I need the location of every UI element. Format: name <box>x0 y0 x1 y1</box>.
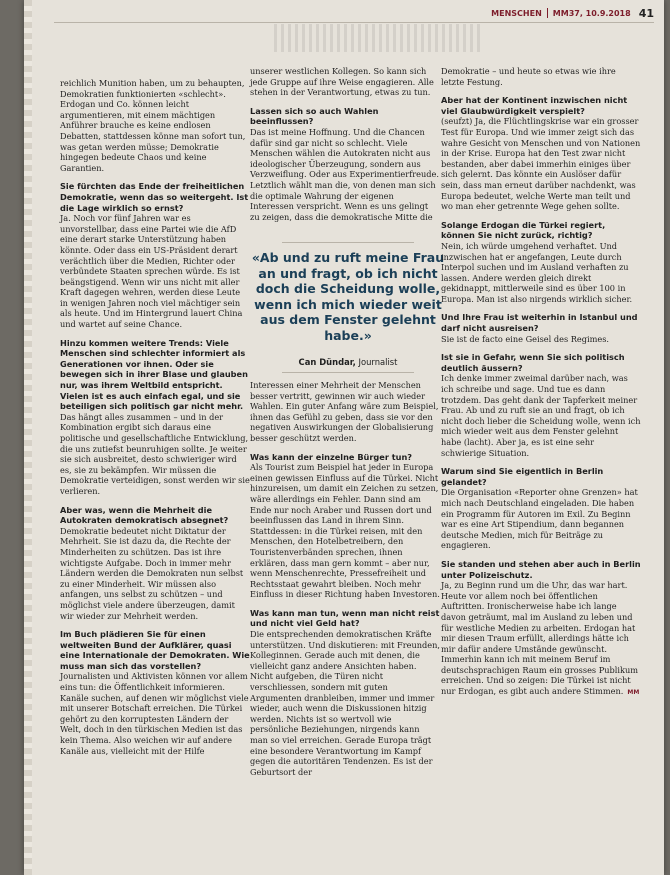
quote-role: Journalist <box>358 357 398 367</box>
interview-answer: Demokratie bedeutet nicht Diktatur der Mehrheit. Sie ist dazu da, die Rechte der Minderheiten zu schützen. Das ist ihre wichtigste Aufgabe. Doch in immer mehr Ländern werden die Demokraten nun selbst zu einer Minderheit. Wir müssen also anfangen, uns selbst zu schützen – und möglichst viele andere überzeugen, damit wir wieder zur Mehrheit werden. <box>60 525 244 621</box>
quote-rule-top <box>282 242 414 243</box>
interview-answer: Journalisten und Aktivisten können vor allem eins tun: die Öffentlichkeit informieren. Kanäle suchen, auf denen wir möglichst viele mit unserer Botschaft erreichen. Die Türkei gehört zu den korruptesten Ländern der Welt, doch in den türkischen Medien ist das kein Thema. Also weichen wir auf andere Kanäle aus, vielleicht mit der Hilfe <box>60 671 249 756</box>
section-label: MENSCHEN <box>491 8 542 18</box>
interview-question: Was kann man tun, wenn man nicht reist und nicht viel Geld hat? <box>250 607 440 629</box>
interview-answer: (seufzt) Ja, die Flüchtlingskrise war ein grosser Test für Europa. Und wie immer zeigt sich das wahre Gesicht von Menschen und von Nationen in der Krise. Europa hat den Test zwar nicht bestanden, aber dabei immerhin einiges über sich gelernt. Das könnte ein Auslöser dafür sein, dass man erneut darüber nachdenkt, was Europa bedeutet, welche Werte man teilt und wo man eher getrennte Wege gehen sollte. <box>441 116 641 212</box>
paragraph <box>250 380 440 444</box>
interview-answer: Ich denke immer zweimal darüber nach, was ich schreibe und sage. Und tue es dann trotzdem. Das geht dank der Tapferkeit meiner Frau. Ab und zu ruft sie an und fragt, ob ich nicht doch lieber die Scheidung wolle, wenn ich mich wieder weit aus dem Fenster gelehnt habe (lacht). Aber ja, es ist eine sehr schwierige Situation. <box>441 373 641 458</box>
paragraph <box>441 312 641 344</box>
paragraph <box>250 452 440 600</box>
pull-quote: «Ab und zu ruft meine Frau an und fragt, ob ich nicht doch die Scheidung wolle, wenn ich mich wieder weit aus dem Fenster gelehnt habe.» <box>251 250 445 343</box>
paragraph <box>60 338 250 497</box>
interview-question: Sie standen und stehen aber auch in Berlin unter Polizeischutz. <box>441 558 641 580</box>
paragraph <box>60 78 250 173</box>
interview-question: Sie fürchten das Ende der freiheitlichen Demokratie, wenn das so weitergeht. Ist die Lage wirklich so ernst? <box>60 181 249 213</box>
interview-answer: Als Tourist zum Beispiel hat jeder in Europa einen gewissen Einfluss auf die Türkei. Nicht hinzureisen, um damit ein Zeichen zu setzen, wäre allerdings ein Fehler. Dann sind am Ende nur noch Araber und Russen dort und beeinflussen das Land in ihrem Sinn. Stattdessen: in die Türkei reisen, mit den Menschen, den Hotelbetreibern, den Touristenverbänden sprechen, ihnen erklären, dass man gern kommt – aber nur, wenn Menschenrechte, Pressefreiheit und Rechtsstaat gewahrt bleiben. Noch mehr Einfluss in dieser Richtung haben Investoren. <box>250 462 440 600</box>
interview-question: Aber hat der Kontinent inzwischen nicht viel Glaubwürdigkeit verspielt? <box>441 95 628 116</box>
interview-question: Solange Erdogan die Türkei regiert, können Sie nicht zurück, richtig? <box>441 219 606 241</box>
paragraph <box>250 106 440 223</box>
interview-question: Ist sie in Gefahr, wenn Sie sich politisch deutlich äussern? <box>441 352 625 373</box>
paragraph <box>441 466 641 551</box>
interview-answer: unserer westlichen Kollegen. So kann sich jede Gruppe auf ihre Weise engagieren. Alle stehen in der Verantwortung, etwas zu tun. <box>250 66 434 98</box>
interview-question: Lassen sich so auch Wahlen beeinflussen? <box>250 105 379 127</box>
paragraph <box>250 66 440 98</box>
interview-question: Hinzu kommen weitere Trends: Viele Menschen sind schlechter informiert als Generationen vor ihnen. Oder sie bewegen sich in ihrer Blase und glauben nur, was ihrem Weltbild entspricht. Vielen ist es auch einfach egal, und sie beteiligen sich politisch gar nicht mehr. <box>60 337 248 412</box>
interview-answer: Das hängt alles zusammen – und in der Kombination ergibt sich daraus eine politische und gesellschaftliche Entwicklung, die uns zutiefst beunruhigen sollte. Je weiter sie sich ausbreitet, desto schwieriger wird es, sie zu bekämpfen. Wir müssen die Demokratie verteidigen, sonst werden wir sie verlieren. <box>60 411 250 496</box>
interview-answer: Die entsprechenden demokratischen Kräfte unterstützen. Und diskutieren: mit Freunden, Kolleginnen. Gerade auch mit denen, die vielleicht ganz andere Ansichten haben. Nicht aufgeben, die Türen nicht verschliessen, sondern mit guten Argumenten dranbleiben, immer und immer wieder, auch wenn die Diskussionen hitzig werden. Nichts ist so wertvoll wie persönliche Beziehungen, nirgends kann man so viel erreichen. Gerade Europa trägt eine besondere Verantwortung im Kampf gegen die autoritären Tendenzen. Es ist der Geburtsort der <box>250 629 440 777</box>
interview-answer: Sie ist de facto eine Geisel des Regimes. <box>441 333 610 344</box>
interview-question: Im Buch plädieren Sie für einen weltweiten Bund der Aufklärer, quasi eine Internationale der Demokraten. Wie muss man sich das vorstellen? <box>60 629 250 671</box>
paragraph <box>60 505 250 622</box>
interview-question: Und Ihre Frau ist weiterhin in Istanbul und darf nicht ausreisen? <box>441 312 638 334</box>
issue-label: MM37, 10.9.2018 <box>552 8 631 18</box>
quote-attribution <box>250 357 446 367</box>
paragraph <box>441 66 641 87</box>
paragraph <box>441 352 641 458</box>
torn-edge <box>24 0 32 875</box>
end-mark: MM <box>627 689 640 697</box>
interview-answer: Das ist meine Hoffnung. Und die Chancen dafür sind gar nicht so schlecht. Viele Menschen wählen die Autokraten nicht aus ideologischer Überzeugung, sondern aus Verzweiflung. Oder aus Experimentierfreude. Letztlich wählt man die, von denen man sich die optimale Wahrung der eigenen Interessen verspricht. Wenn es uns gelingt zu zeigen, dass die demokratische Mitte die <box>250 126 439 222</box>
interview-question: Warum sind Sie eigentlich in Berlin gelandet? <box>441 466 604 487</box>
column-2-top <box>250 66 440 230</box>
quote-author: Can Dündar, <box>298 357 356 367</box>
interview-question: Was kann der einzelne Bürger tun? <box>250 451 413 462</box>
column-1 <box>60 78 250 764</box>
column-3 <box>441 66 641 707</box>
interview-answer: Ja, zu Beginn rund um die Uhr, das war hart. Heute vor allem noch bei öffentlichen Auftritten. Ironischerweise habe ich lange davon geträumt, mal im Ausland zu leben und für westliche Medien zu arbeiten. Erdogan hat mir diesen Traum erfüllt, allerdings hätte ich mir dafür andere Umstände gewünscht. Immerhin kann ich mit meinem Beruf im deutschsprachigen Raum ein grosses Publikum erreichen. Und so zeigen: Die Türkei ist nicht nur Erdogan, es gibt auch andere Stimmen. <box>441 580 638 697</box>
magazine-page <box>24 0 664 875</box>
paragraph <box>250 608 440 778</box>
paragraph <box>441 220 641 305</box>
paragraph <box>60 181 250 329</box>
bleed-through <box>274 24 484 52</box>
page-number: 41 <box>638 6 654 20</box>
interview-answer: Interessen einer Mehrheit der Menschen besser vertritt, gewinnen wir auch wieder Wahlen. Ein guter Anfang wäre zum Beispiel, ihnen das Gefühl zu geben, dass sie vor den negativen Auswirkungen der Globalisierung besser geschützt werden. <box>250 380 439 443</box>
paragraph <box>441 95 641 212</box>
header-rule <box>54 22 654 23</box>
interview-question: Aber was, wenn die Mehrheit die Autokraten demokratisch absegnet? <box>60 504 229 526</box>
quote-rule-bottom <box>282 372 414 373</box>
interview-answer: Demokratie – und heute so etwas wie ihre letzte Festung. <box>441 66 616 87</box>
paragraph <box>60 629 250 756</box>
interview-answer: Nein, ich würde umgehend verhaftet. Und inzwischen hat er angefangen, Leute durch Interpol suchen und im Ausland verhaften zu lassen. Andere werden gleich direkt gekidnappt, mittlerweile sind es über 100 in Europa. Man ist also nirgends wirklich sicher. <box>441 240 633 304</box>
interview-answer: Die Organisation «Reporter ohne Grenzen» hat mich nach Deutschland eingeladen. Die haben ein Programm für Autoren im Exil. Zu Beginn war es eine Art Stipendium, dann begannen deutsche Medien, mich für Beiträge zu engagieren. <box>441 487 638 551</box>
header-separator <box>547 8 548 18</box>
interview-answer: Ja. Noch vor fünf Jahren war es unvorstellbar, dass eine Partei wie die AfD eine derart starke Unterstützung haben könnte. Oder dass ein US-Präsident derart verächtlich über die Medien, Richter oder verbündete Staaten sprechen würde. Es ist beängstigend. Wenn wir uns nicht mit aller Kraft dagegen wehren, werden diese Leute in wenigen Jahren noch viel mächtiger sein als heute. Und im Hintergrund lauert China und wartet auf seine Chance. <box>60 213 243 330</box>
paragraph <box>441 559 641 699</box>
interview-answer: reichlich Munition haben, um zu behaupten, Demokratien funktionierten «schlecht». Erdogan und Co. können leicht argumentieren, mit einem mächtigen Anführer brauche es keine endlosen Debatten, stattdessen könne man sofort tun, was getan werden müsse; Demokratie hingegen bedeute Chaos und keine Garantien. <box>60 78 246 173</box>
page-header <box>491 6 654 20</box>
column-2-bottom <box>250 380 440 785</box>
